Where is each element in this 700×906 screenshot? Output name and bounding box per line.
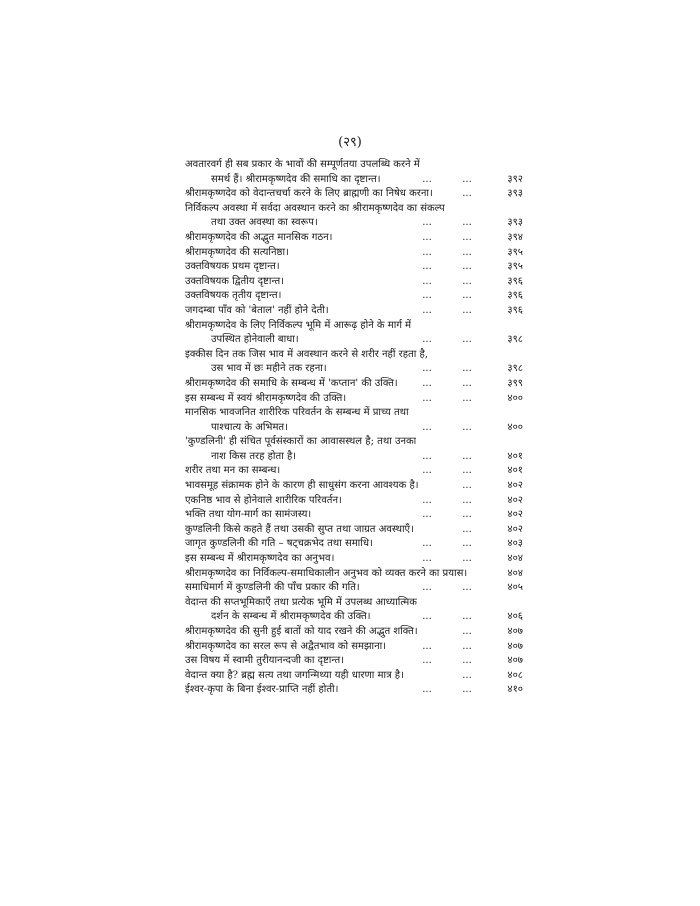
leader-dots: ... bbox=[462, 523, 472, 535]
leader-dots: ... bbox=[462, 334, 472, 346]
toc-entry bbox=[185, 187, 523, 202]
leader-dots: ... bbox=[422, 231, 432, 243]
toc-page-number: ४०३ bbox=[507, 538, 523, 550]
toc-page-number: ४०२ bbox=[507, 509, 523, 521]
table-of-contents bbox=[185, 158, 523, 698]
toc-entry bbox=[185, 289, 523, 304]
toc-page-number: ३९६ bbox=[507, 275, 523, 287]
toc-entry bbox=[185, 508, 523, 523]
leader-dots: ... bbox=[462, 465, 472, 477]
leader-dots: ... bbox=[462, 421, 472, 433]
toc-entry-text: जगदम्बा पाँव को 'बेताल' नहीं होने देती। bbox=[185, 304, 329, 316]
toc-entry bbox=[185, 158, 523, 187]
toc-entry-text: समाधिमार्ग में कुण्डलिनी की पाँच प्रकार की गति। bbox=[185, 582, 360, 594]
leader-dots: ... bbox=[462, 392, 472, 404]
toc-entry-text: 'कुण्डलिनी' ही संचित पूर्वसंस्कारों का आवासस्थल है; तथा उनका bbox=[185, 436, 417, 448]
toc-entry bbox=[185, 581, 523, 596]
leader-dots: ... bbox=[422, 246, 432, 258]
toc-entry-text: इस सम्बन्ध में स्वयं श्रीरामकृष्णदेव की उक्ति। bbox=[185, 392, 347, 404]
toc-page-number: ४०० bbox=[507, 392, 523, 404]
toc-page-number: ४०७ bbox=[507, 626, 523, 637]
page-number: (२९) bbox=[338, 135, 362, 150]
leader-dots: ... bbox=[462, 188, 472, 200]
toc-entry-text: उस विषय में स्वामी तुरीयानन्दजी का दृष्टान्त। bbox=[185, 655, 344, 667]
leader-dots: ... bbox=[422, 304, 432, 316]
toc-entry-text: शरीर तथा मन का सम्बन्ध। bbox=[185, 465, 281, 477]
toc-entry bbox=[185, 304, 523, 319]
toc-page-number: ३९८ bbox=[507, 363, 523, 375]
leader-dots: ... bbox=[422, 377, 432, 389]
toc-entry-title bbox=[185, 406, 523, 421]
leader-dots: ... bbox=[422, 538, 432, 550]
toc-entry-text: उक्तविषयक तृतीय दृष्टान्त। bbox=[185, 290, 282, 302]
toc-entry bbox=[185, 275, 523, 290]
toc-page-number: ४०१ bbox=[507, 450, 523, 462]
toc-entry-text: श्रीरामकृष्णदेव की समाधि के सम्बन्ध में 'कप्तान' की उक्ति। bbox=[185, 377, 398, 389]
toc-entry bbox=[185, 552, 523, 567]
toc-entry bbox=[185, 202, 523, 231]
toc-entry-text: दर्शन के सम्बन्ध में श्रीरामकृष्णदेव की उक्ति। bbox=[211, 611, 371, 623]
toc-page-number: ४०८ bbox=[507, 669, 523, 681]
toc-entry bbox=[185, 246, 523, 261]
toc-entry bbox=[185, 464, 523, 479]
toc-page-number: ४०५ bbox=[507, 582, 523, 594]
toc-entry-text: श्रीरामकृष्णदेव की सत्यनिष्ठा। bbox=[185, 246, 289, 258]
toc-page-number: ४०७ bbox=[507, 640, 523, 652]
toc-entry bbox=[185, 406, 523, 435]
toc-page-number: ३९६ bbox=[507, 304, 523, 316]
leader-dots: ... bbox=[422, 553, 432, 565]
leader-dots: ... bbox=[462, 626, 472, 637]
toc-entry-text: उक्तविषयक द्वितीय दृष्टान्त। bbox=[185, 275, 285, 287]
toc-entry-text: इक्कीस दिन तक जिस भाव में अवस्थान करने से शरीर नहीं रहता है, bbox=[185, 348, 428, 360]
toc-entry-text: वेदान्त की सप्तभूमिकाएँ तथा प्रत्येक भूमि में उपलब्ध आध्यात्मिक bbox=[185, 596, 417, 608]
toc-page-number: ३९३ bbox=[507, 217, 523, 229]
leader-dots: ... bbox=[462, 553, 472, 565]
leader-dots: ... bbox=[462, 655, 472, 667]
toc-entry-title bbox=[185, 435, 523, 450]
toc-entry bbox=[185, 669, 523, 684]
toc-entry bbox=[185, 567, 523, 582]
leader-dots: ... bbox=[462, 450, 472, 462]
leader-dots: ... bbox=[462, 509, 472, 521]
leader-dots: ... bbox=[422, 173, 432, 185]
toc-entry-text: श्रीरामकृष्णदेव की सुनी हुई बातों को याद रखने की अद्भुत शक्ति। bbox=[185, 626, 418, 637]
leader-dots: ... bbox=[462, 217, 472, 229]
toc-entry bbox=[185, 319, 523, 348]
toc-entry-text: पाश्चात्य के अभिमत। bbox=[211, 421, 288, 433]
toc-page-number: ४०२ bbox=[507, 523, 523, 535]
toc-entry-text: इस सम्बन्ध में श्रीरामकृष्णदेव का अनुभव। bbox=[185, 553, 335, 565]
toc-entry bbox=[185, 625, 523, 640]
leader-dots: ... bbox=[462, 611, 472, 623]
toc-page-number: ३९९ bbox=[507, 377, 523, 389]
leader-dots: ... bbox=[422, 392, 432, 404]
leader-dots: ... bbox=[462, 494, 472, 506]
toc-entry-title bbox=[185, 596, 523, 611]
leader-dots: ... bbox=[462, 480, 472, 492]
leader-dots: ... bbox=[422, 290, 432, 302]
toc-page-number: ३९८ bbox=[507, 334, 523, 346]
toc-page-number: ४०६ bbox=[507, 611, 523, 623]
leader-dots: ... bbox=[422, 655, 432, 667]
toc-entry bbox=[185, 260, 523, 275]
leader-dots: ... bbox=[422, 217, 432, 229]
toc-entry bbox=[185, 377, 523, 392]
leader-dots: ... bbox=[462, 377, 472, 389]
toc-entry-text: उस भाव में छः महीने तक रहना। bbox=[211, 363, 327, 375]
toc-entry bbox=[185, 435, 523, 464]
toc-entry-text: तथा उक्त अवस्था का स्वरूप। bbox=[211, 217, 318, 229]
toc-page-number: ४०२ bbox=[507, 494, 523, 506]
leader-dots: ... bbox=[422, 684, 432, 696]
leader-dots: ... bbox=[422, 640, 432, 652]
leader-dots: ... bbox=[462, 231, 472, 243]
leader-dots: ... bbox=[462, 173, 472, 185]
toc-entry-text: अवतारवर्ग ही सब प्रकार के भावों की सम्पूर्णतया उपलब्धि करने में bbox=[185, 159, 420, 170]
toc-entry-text: नाश किस तरह होता है। bbox=[211, 450, 297, 462]
toc-entry-title bbox=[185, 158, 523, 173]
leader-dots: ... bbox=[462, 538, 472, 550]
toc-entry bbox=[185, 640, 523, 655]
toc-entry bbox=[185, 683, 523, 698]
toc-entry-text: श्रीरामकृष्णदेव के लिए निर्विकल्प भूमि में आरूढ़ होने के मार्ग में bbox=[185, 319, 412, 331]
toc-entry-text: वेदान्त क्या है? ब्रह्म सत्य तथा जगन्मिथ्या यही धारणा मात्र है। bbox=[185, 669, 404, 681]
toc-entry bbox=[185, 231, 523, 246]
toc-entry-text: एकनिष्ठ भाव से होनेवाले शारीरिक परिवर्तन। bbox=[185, 494, 342, 506]
toc-entry bbox=[185, 654, 523, 669]
leader-dots: ... bbox=[422, 421, 432, 433]
leader-dots: ... bbox=[462, 582, 472, 594]
leader-dots: ... bbox=[422, 261, 432, 273]
toc-entry bbox=[185, 523, 523, 538]
toc-entry-text: भावसमूह संक्रामक होने के कारण ही साधुसंग करना आवश्यक है। bbox=[185, 480, 419, 492]
leader-dots: ... bbox=[462, 684, 472, 696]
leader-dots: ... bbox=[422, 334, 432, 346]
toc-page-number: ३९२ bbox=[507, 173, 523, 185]
leader-dots: ... bbox=[462, 669, 472, 681]
leader-dots: ... bbox=[422, 494, 432, 506]
toc-entry-title bbox=[185, 567, 523, 582]
toc-entry-title bbox=[185, 202, 523, 217]
toc-entry-text: समर्थ हैं। श्रीरामकृष्णदेव की समाधि का दृष्टान्त। bbox=[211, 173, 381, 185]
toc-entry-text: भक्ति तथा योग-मार्ग का सामंजस्य। bbox=[185, 509, 312, 521]
toc-page-number: ३९५ bbox=[507, 261, 523, 273]
toc-entry bbox=[185, 596, 523, 625]
leader-dots: ... bbox=[422, 611, 432, 623]
leader-dots: ... bbox=[422, 509, 432, 521]
toc-entry bbox=[185, 537, 523, 552]
toc-entry-text: जागृत कुण्डलिनी की गति – षट्चक्रभेद तथा समाधि। bbox=[185, 538, 373, 550]
toc-entry-text: श्रीरामकृष्णदेव को वेदान्तचर्चा करने के लिए ब्राह्मणी का निषेध करना। bbox=[185, 188, 433, 200]
leader-dots: ... bbox=[462, 640, 472, 652]
toc-entry bbox=[185, 348, 523, 377]
toc-entry-text: निर्विकल्प अवस्था में सर्वदा अवस्थान करने का श्रीरामकृष्णदेव का संकल्प bbox=[185, 202, 445, 214]
leader-dots: ... bbox=[422, 450, 432, 462]
leader-dots: ... bbox=[462, 290, 472, 302]
toc-entry-title bbox=[185, 348, 523, 363]
toc-entry-text: मानसिक भावजनित शारीरिक परिवर्तन के सम्बन्ध में प्राच्य तथा bbox=[185, 407, 409, 419]
toc-page-number: ४०० bbox=[507, 421, 523, 433]
toc-entry-text: उपस्थित होनेवाली बाधा। bbox=[211, 334, 299, 346]
toc-entry bbox=[185, 479, 523, 494]
leader-dots: ... bbox=[462, 275, 472, 287]
leader-dots: ... bbox=[422, 465, 432, 477]
toc-page-number: ४१० bbox=[507, 684, 523, 696]
toc-entry bbox=[185, 392, 523, 407]
toc-page-number: ४०१ bbox=[507, 465, 523, 477]
toc-page-number: ३९४ bbox=[507, 231, 523, 243]
leader-dots: ... bbox=[462, 261, 472, 273]
toc-entry-text: ईश्वर-कृपा के बिना ईश्वर-प्राप्ति नहीं होती। bbox=[185, 684, 339, 696]
leader-dots: ... bbox=[462, 246, 472, 258]
toc-page-number: ४०४ bbox=[507, 553, 523, 565]
toc-entry-text: उक्तविषयक प्रथम दृष्टान्त। bbox=[185, 261, 280, 273]
toc-entry bbox=[185, 494, 523, 509]
toc-entry-text: श्रीरामकृष्णदेव का निर्विकल्प-समाधिकालीन अनुभव को व्यक्त करने का प्रयास। bbox=[185, 567, 468, 579]
leader-dots: ... bbox=[462, 363, 472, 375]
leader-dots: ... bbox=[422, 363, 432, 375]
leader-dots: ... bbox=[422, 582, 432, 594]
toc-page-number: ३९३ bbox=[507, 188, 523, 200]
toc-entry-text: श्रीरामकृष्णदेव का सरल रूप से अद्वैतभाव को समझाना। bbox=[185, 640, 387, 652]
toc-page-number: ४०४ bbox=[507, 567, 523, 579]
toc-page-number: ४०७ bbox=[507, 655, 523, 667]
toc-entry-text: श्रीरामकृष्णदेव की अद्भुत मानसिक गठन। bbox=[185, 231, 333, 243]
leader-dots: ... bbox=[422, 275, 432, 287]
toc-entry-text: कुण्डलिनी किसे कहते हैं तथा उसकी सुप्त तथा जाग्रत अवस्थाएँ। bbox=[185, 523, 414, 535]
toc-page-number: ४०२ bbox=[507, 480, 523, 492]
toc-entry-title bbox=[185, 319, 523, 334]
leader-dots: ... bbox=[462, 304, 472, 316]
toc-page-number: ३९६ bbox=[507, 290, 523, 302]
toc-page-number: ३९५ bbox=[507, 246, 523, 258]
